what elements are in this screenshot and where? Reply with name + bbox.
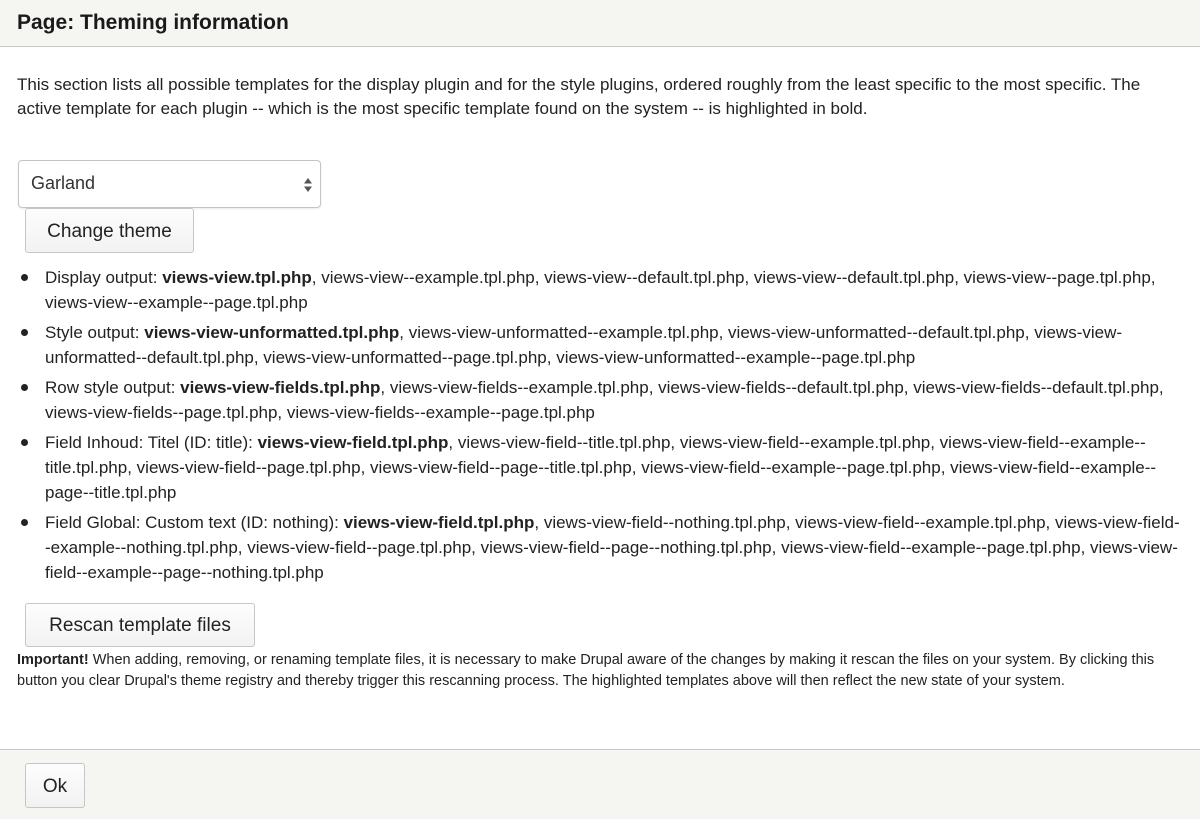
- template-list: [0, 265, 1190, 590]
- dialog-footer: [0, 749, 1200, 819]
- bullet-icon: [21, 384, 28, 391]
- template-label: Row style output:: [45, 378, 181, 397]
- template-label: Display output:: [45, 268, 163, 287]
- active-template: views-view-unformatted.tpl.php: [144, 323, 400, 342]
- template-candidates: , views-view-field--nothing.tpl.php, views-view-field--example.tpl.php, views-view-field--example--nothing.tpl.php, views-view-field--page.tpl.php, views-view-field--page--nothing.tpl.php, views-view-field--example--page.tpl.php, views-view-field--example--page--nothing.tpl.php: [45, 513, 1180, 582]
- active-template: views-view-field.tpl.php: [257, 433, 449, 452]
- bullet-icon: [21, 519, 28, 526]
- template-label: Field Global: Custom text (ID: nothing):: [45, 513, 344, 532]
- help-description: When adding, removing, or renaming template files, it is necessary to make Drupal aware of the changes by making it rescan the files on your system. By clicking this button you clear Drupal's theme registry and thereby trigger this rescanning process. The highlighted templates above will then reflect the new state of your system.: [17, 652, 1155, 689]
- active-template: views-view.tpl.php: [162, 268, 312, 287]
- active-template: views-view-fields.tpl.php: [180, 378, 381, 397]
- rescan-templates-button[interactable]: Rescan template files: [25, 603, 255, 647]
- change-theme-button[interactable]: Change theme: [25, 208, 194, 253]
- template-item-display: [0, 265, 1190, 315]
- rescan-help-text: [17, 650, 1182, 692]
- ok-button[interactable]: Ok: [25, 763, 85, 808]
- template-label: Style output:: [45, 323, 145, 342]
- theme-select[interactable]: [18, 160, 321, 208]
- template-item-row-style: [0, 375, 1190, 425]
- theme-select-value: Garland: [31, 173, 96, 193]
- template-candidates: , views-view-fields--example.tpl.php, views-view-fields--default.tpl.php, views-view-fields--default.tpl.php, views-view-fields--page.tpl.php, views-view-fields--example--page.tpl.php: [45, 378, 1164, 422]
- template-candidates: , views-view-unformatted--example.tpl.php, views-view-unformatted--default.tpl.php, views-view-unformatted--default.tpl.php, views-view-unformatted--page.tpl.php, views-view-unformatted--example--page.tpl.php: [45, 323, 1123, 367]
- template-item-style: [0, 320, 1190, 370]
- bullet-icon: [21, 439, 28, 446]
- dialog-content: [17, 73, 1182, 121]
- active-template: views-view-field.tpl.php: [343, 513, 535, 532]
- template-item-field-nothing: [0, 510, 1190, 585]
- template-candidates: , views-view-field--title.tpl.php, views-view-field--example.tpl.php, views-view-field--example--title.tpl.php, views-view-field--page.tpl.php, views-view-field--page--title.tpl.php, views-view-field--example--page.tpl.php, views-view-field--example--page--title.tpl.php: [45, 433, 1157, 502]
- dialog-header: [0, 0, 1200, 47]
- bullet-icon: [21, 329, 28, 336]
- template-candidates: , views-view--example.tpl.php, views-view--default.tpl.php, views-view--default.tpl.php, views-view--page.tpl.php, views-view--example--page.tpl.php: [45, 268, 1156, 312]
- template-label: Field Inhoud: Titel (ID: title):: [45, 433, 258, 452]
- intro-text: This section lists all possible templates for the display plugin and for the style plugins, ordered roughly from the least specific to the most specific. The active template for each plugin -- which is the most specific template found on the system -- is highlighted in bold.: [17, 75, 1141, 118]
- dialog-title: Page: Theming information: [17, 11, 289, 34]
- up-down-arrows-icon: [303, 176, 313, 194]
- help-important-label: Important!: [17, 652, 89, 668]
- bullet-icon: [21, 274, 28, 281]
- template-item-field-title: [0, 430, 1190, 505]
